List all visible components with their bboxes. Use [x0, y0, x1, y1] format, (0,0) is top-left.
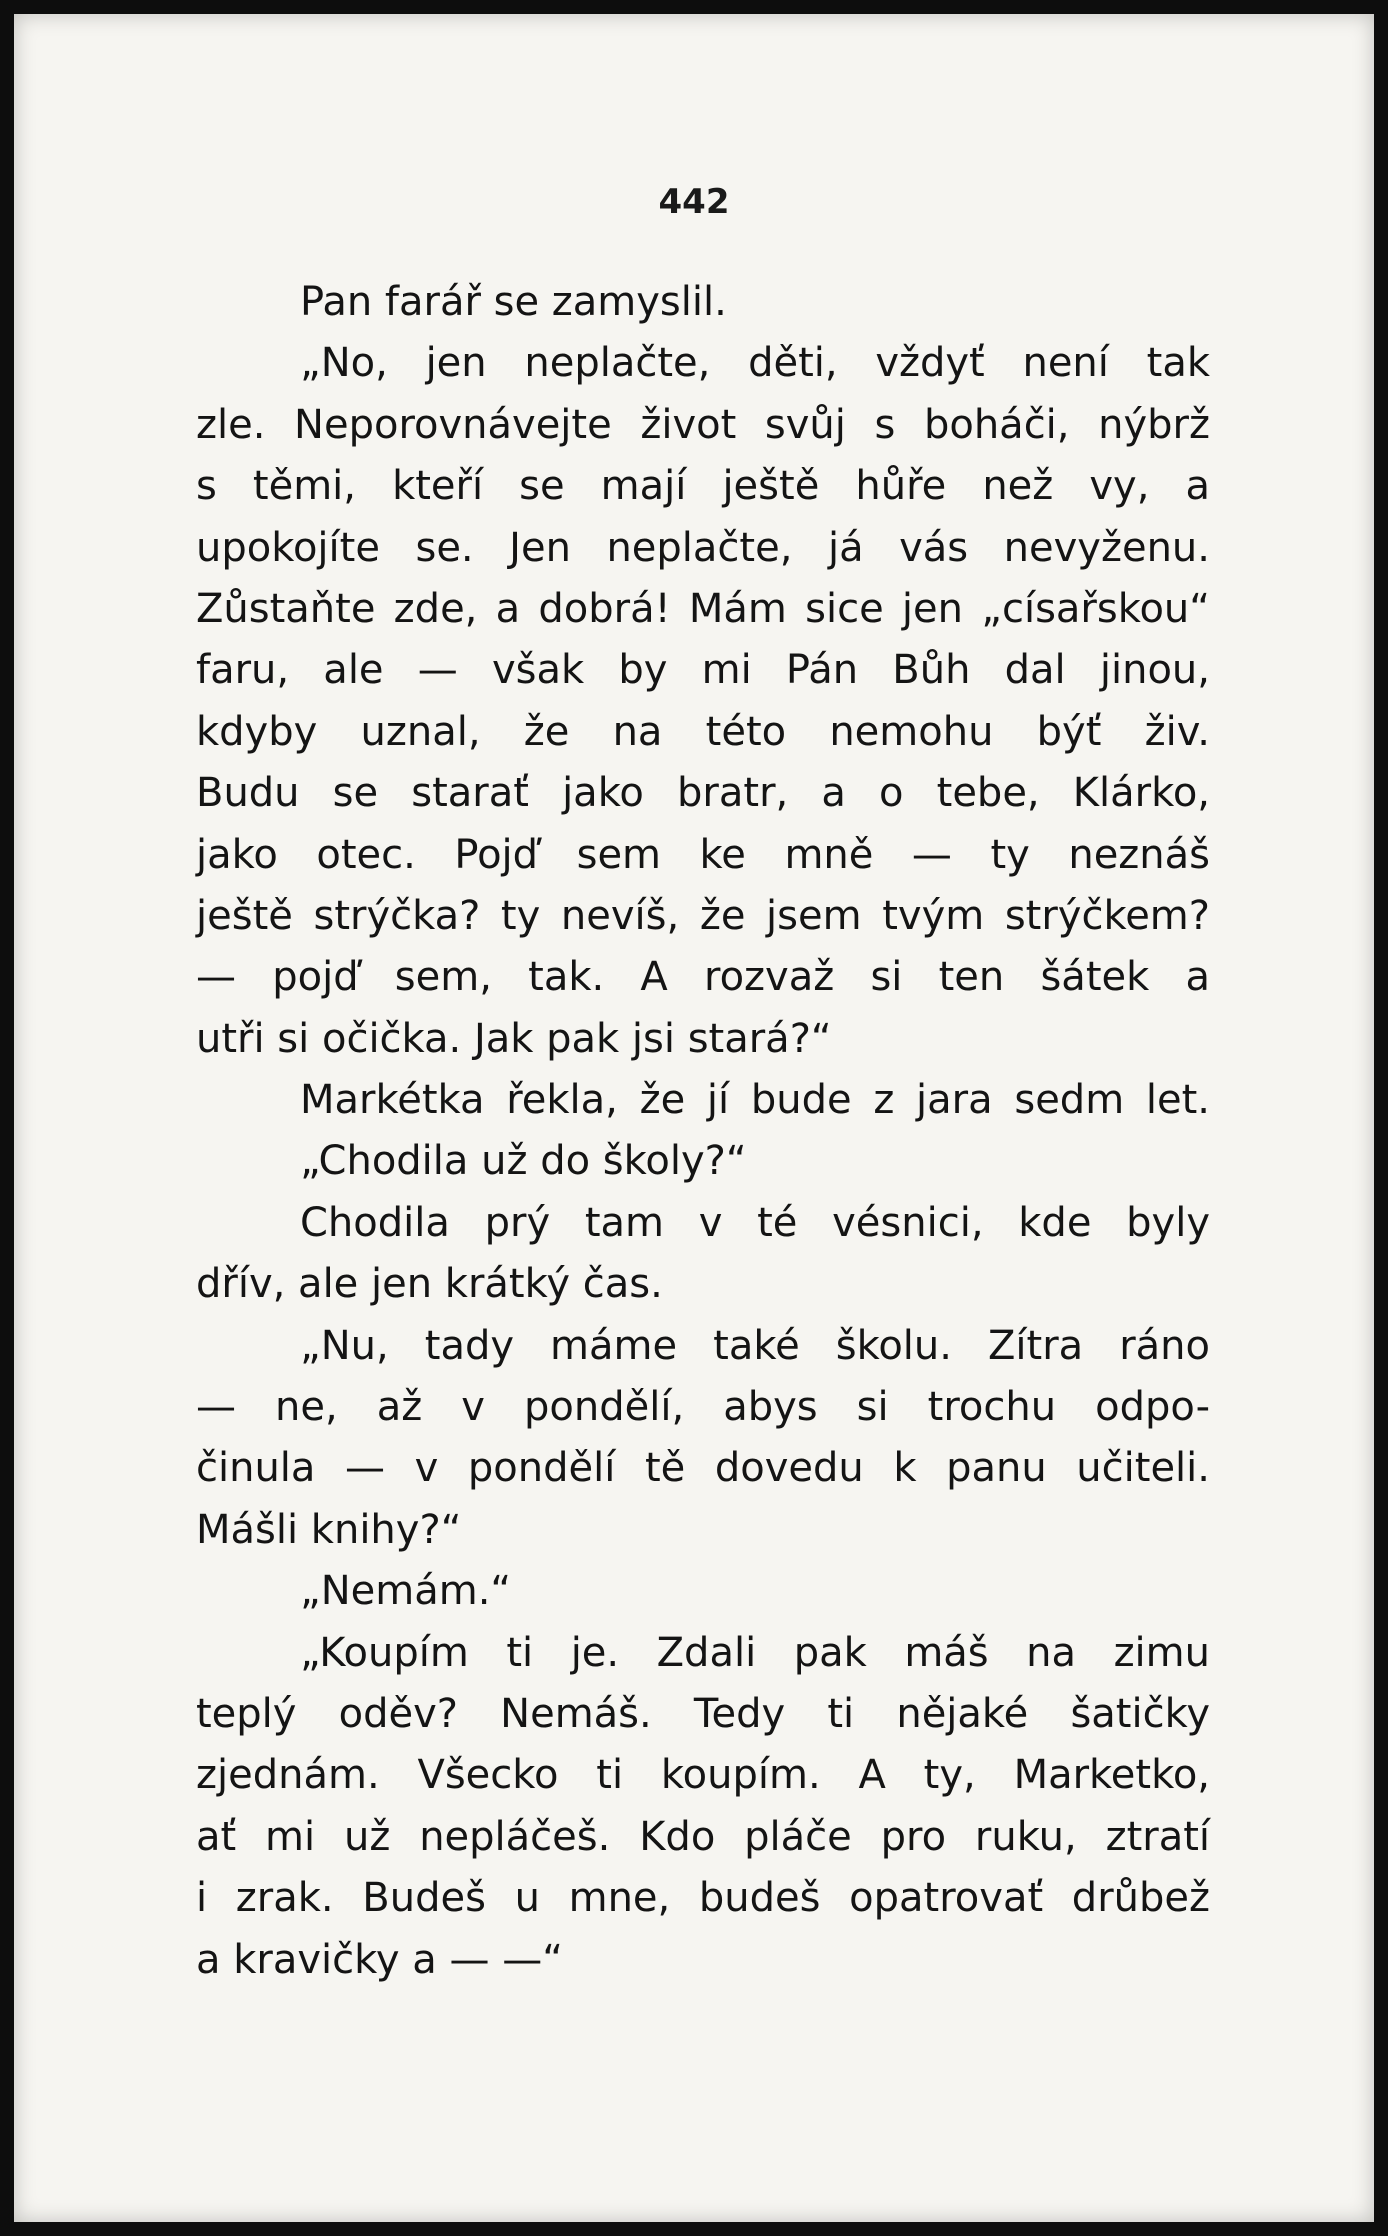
page-number: 442	[658, 182, 730, 222]
text-line: Budu se starať jako bratr, a o tebe, Klárko,	[196, 770, 1210, 817]
text-line: Markétka řekla, že jí bude z jara sedm let.	[300, 1077, 1210, 1124]
text-body	[196, 272, 1210, 1991]
text-line: Pan farář se zamyslil.	[300, 279, 727, 325]
text-line: faru, ale — však by mi Pán Bůh dal jinou,	[196, 647, 1210, 694]
text-line: utři si očička. Jak pak jsi stará?“	[196, 1015, 832, 1062]
text-line: Chodila prý tam v té vésnici, kde byly	[300, 1199, 1210, 1246]
text-line: kdyby uznal, že na této nemohu býť živ.	[196, 708, 1210, 755]
text-line: ještě strýčka? ty nevíš, že jsem tvým strýčkem?	[196, 892, 1210, 939]
book-page	[14, 14, 1374, 2222]
text-line: „Nemám.“	[300, 1568, 512, 1615]
text-line: a kravičky a — —“	[196, 1936, 563, 1983]
text-line: zle. Neporovnávejte život svůj s boháči, nýbrž	[196, 401, 1210, 448]
text-line: i zrak. Budeš u mne, budeš opatrovať drůbež	[196, 1875, 1210, 1922]
text-line: „Nu, tady máme také školu. Zítra ráno	[300, 1322, 1210, 1369]
text-line: — ne, až v pondělí, abys si trochu odpo-	[196, 1384, 1210, 1431]
text-line: — pojď sem, tak. A rozvaž si ten šátek a	[196, 954, 1210, 1001]
text-line: s těmi, kteří se mají ještě hůře než vy, a	[196, 463, 1210, 510]
text-line: zjednám. Všecko ti koupím. A ty, Marketko,	[196, 1752, 1210, 1799]
text-line: činula — v pondělí tě dovedu k panu učiteli.	[196, 1445, 1210, 1492]
text-line: jako otec. Pojď sem ke mně — ty neznáš	[196, 831, 1210, 878]
text-line: upokojíte se. Jen neplačte, já vás nevyženu.	[196, 524, 1210, 571]
text-line: „Koupím ti je. Zdali pak máš na zimu	[300, 1629, 1210, 1676]
text-line: teplý oděv? Nemáš. Tedy ti nějaké šatičky	[196, 1690, 1210, 1737]
text-line: Mášli knihy?“	[196, 1506, 462, 1553]
text-line: ať mi už nepláčeš. Kdo pláče pro ruku, ztratí	[196, 1813, 1210, 1860]
text-line: „Chodila už do školy?“	[300, 1138, 747, 1185]
text-line: „No, jen neplačte, děti, vždyť není tak	[300, 340, 1210, 387]
text-line: dřív, ale jen krátký čas.	[196, 1261, 663, 1308]
text-line: Zůstaňte zde, a dobrá! Mám sice jen „císařskou“	[196, 585, 1210, 632]
